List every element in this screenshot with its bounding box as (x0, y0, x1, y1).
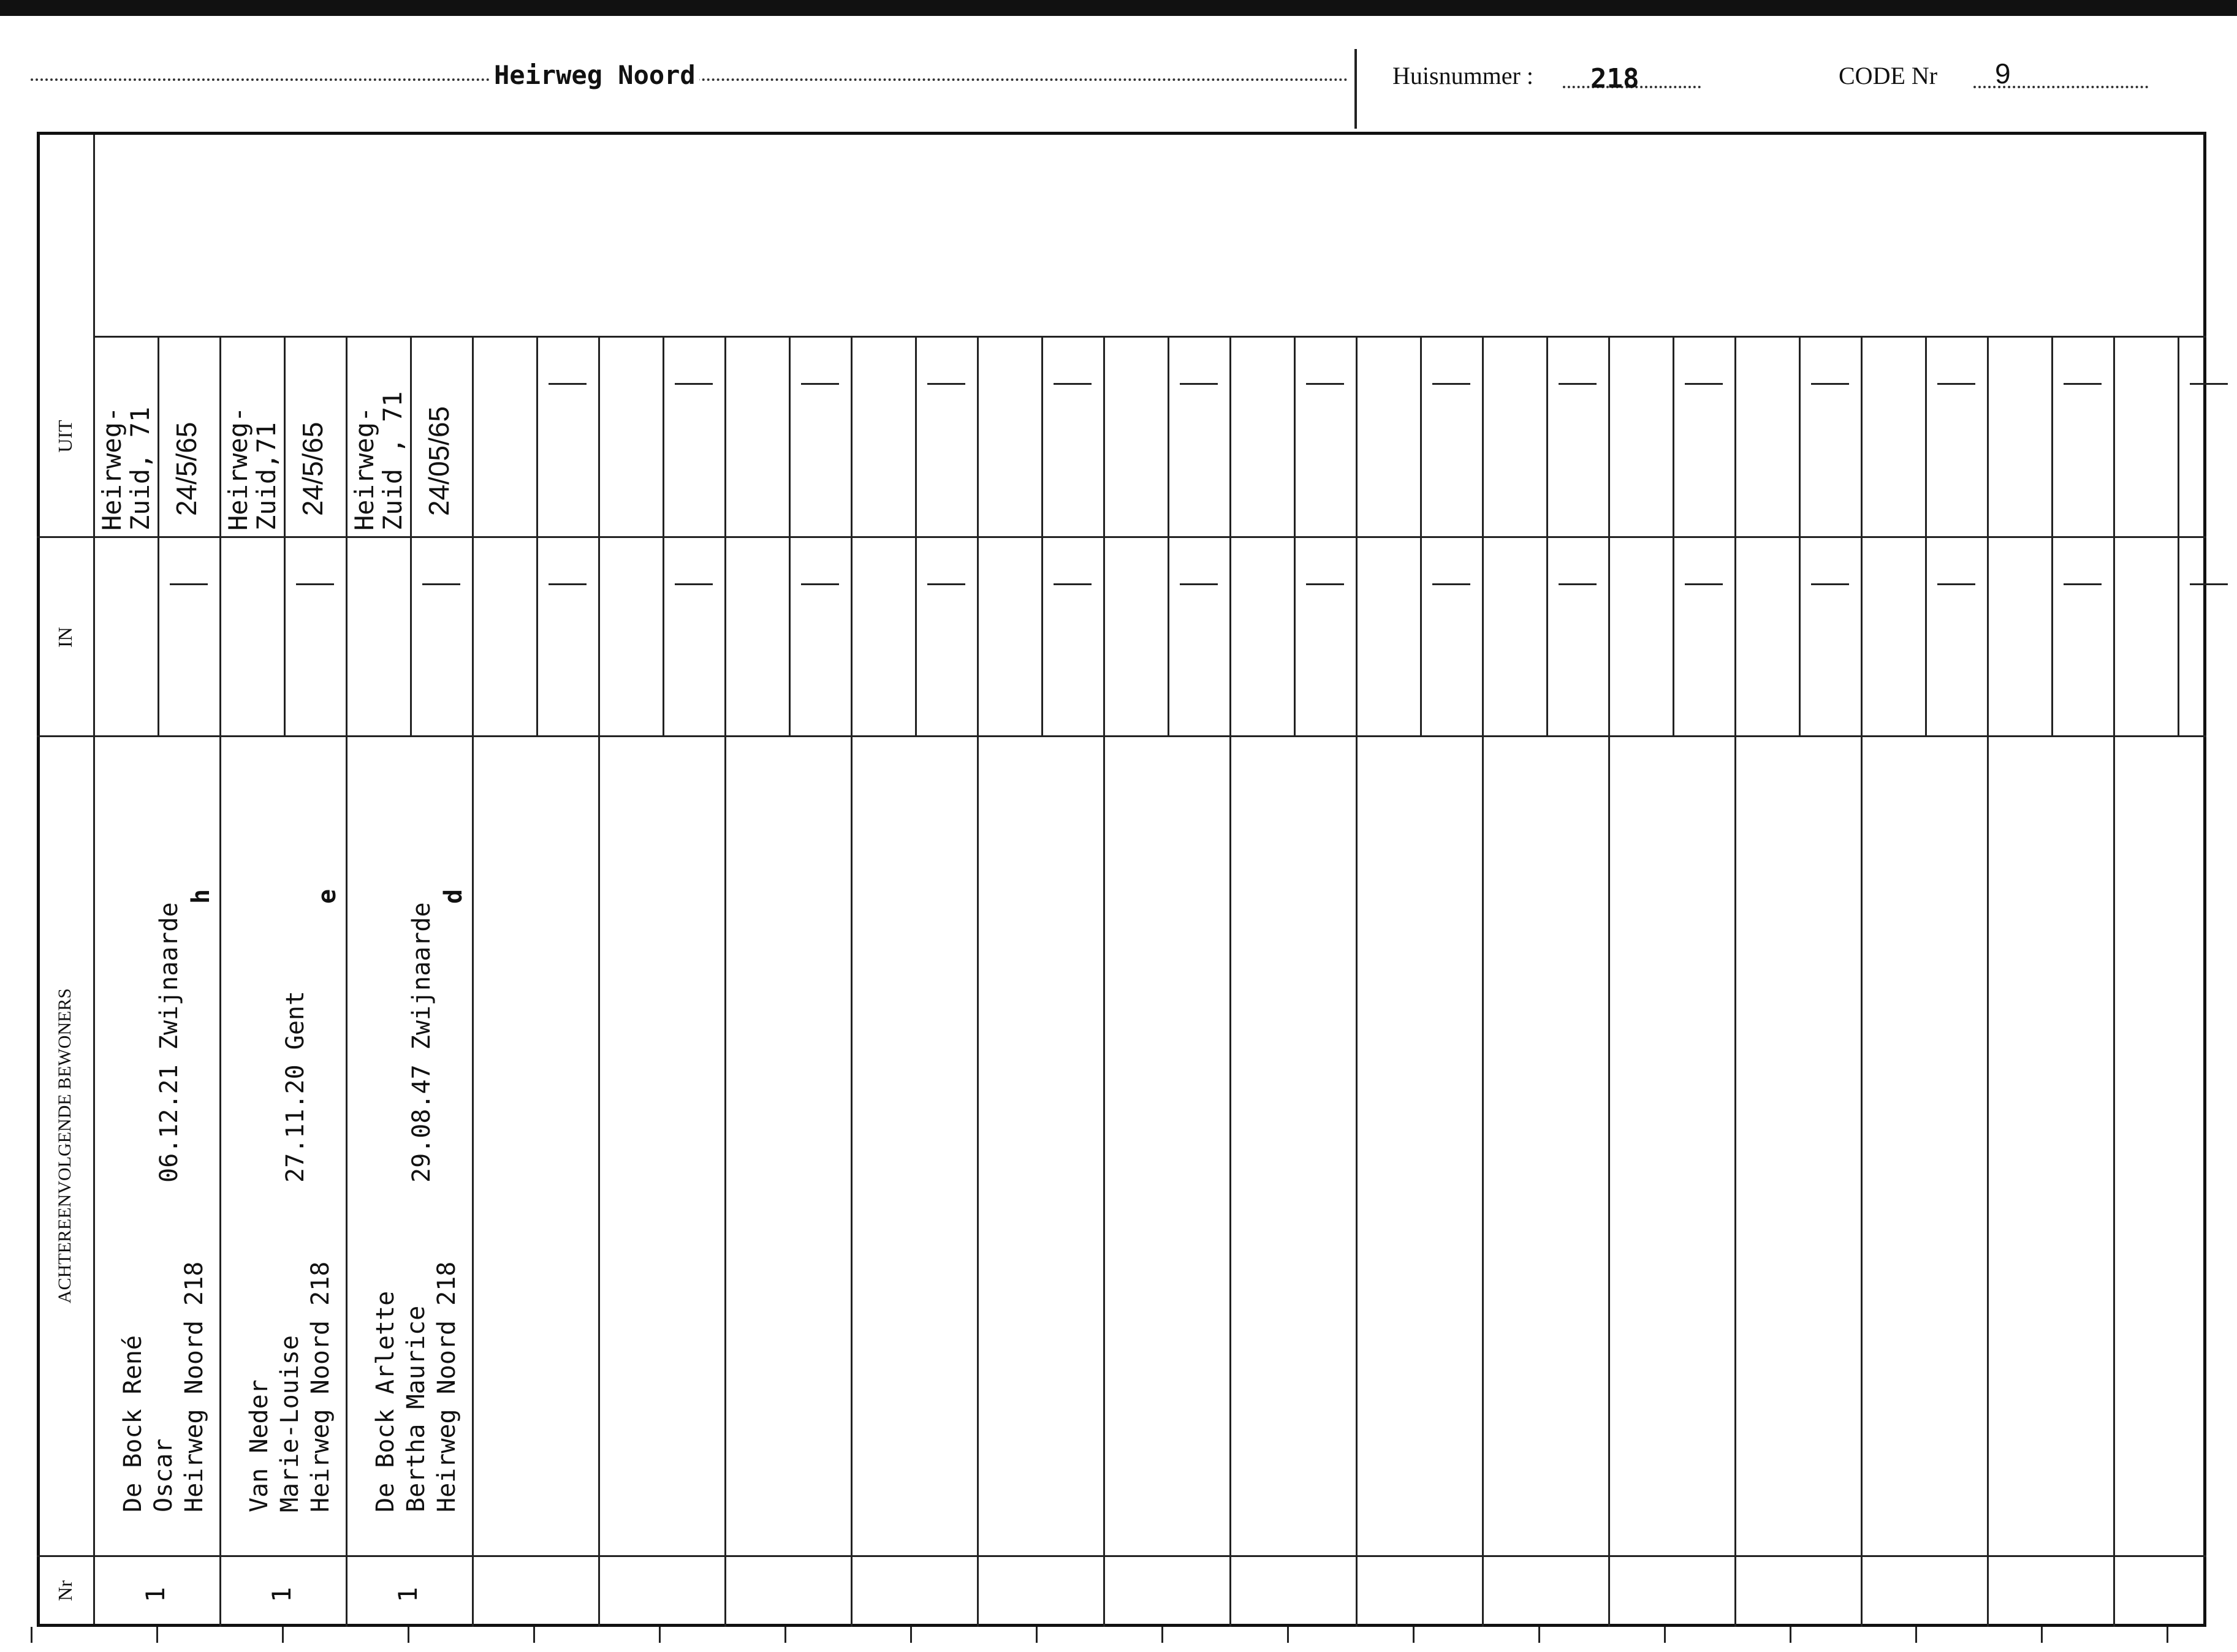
uit-empty-marker (2064, 383, 2102, 385)
in-empty-marker (1811, 583, 1849, 585)
code-value: 9 (1995, 58, 2011, 89)
bottom-tick (1287, 1627, 1289, 1643)
in-empty-marker (1432, 583, 1470, 585)
in-empty-marker (422, 583, 460, 585)
birth-date-place: 27.11.20 Gent (281, 990, 310, 1183)
column-line (1229, 336, 1231, 1627)
row-line (37, 536, 2206, 538)
half-column-line (1799, 336, 1801, 735)
out-date: 24/05/65 (423, 406, 455, 516)
bottom-tick (1413, 1627, 1415, 1643)
bottom-tick (31, 1627, 32, 1643)
in-empty-marker (675, 583, 713, 585)
in-empty-marker (1937, 583, 1975, 585)
column-line (346, 336, 348, 1627)
bottom-tick (659, 1627, 661, 1643)
half-column-line (1546, 336, 1548, 735)
column-line (1103, 336, 1105, 1627)
resident-name-block: Van Neder Marie-Louise Heirweg Noord 218 (245, 1261, 335, 1512)
column-line (1734, 336, 1736, 1627)
bottom-tick (533, 1627, 535, 1643)
row-line (37, 735, 2206, 737)
uit-empty-marker (1559, 383, 1597, 385)
header-separator (1354, 49, 1357, 129)
bottom-tick (784, 1627, 786, 1643)
resident-register-form (37, 132, 2206, 1627)
in-empty-marker (2064, 583, 2102, 585)
column-line (851, 336, 853, 1627)
nr-label: Nr (54, 1580, 76, 1601)
half-column-line (1294, 336, 1296, 735)
bottom-tick (1664, 1627, 1666, 1643)
resident-name-block: De Bock Arlette Bertha Maurice Heirweg Noord 218 (371, 1261, 461, 1512)
half-column-line (2051, 336, 2053, 735)
label-column-line (93, 135, 95, 1624)
in-empty-marker (549, 583, 587, 585)
in-empty-marker (927, 583, 965, 585)
in-empty-marker (296, 583, 334, 585)
half-column-line (1925, 336, 1927, 735)
uit-empty-marker (675, 383, 713, 385)
column-line (1482, 336, 1484, 1627)
uit-empty-marker (1432, 383, 1470, 385)
code-label: CODE Nr (1839, 62, 1938, 89)
uit-empty-marker (927, 383, 965, 385)
bottom-tick (1036, 1627, 1038, 1643)
bottom-tick (2167, 1627, 2168, 1643)
column-line (1861, 336, 1863, 1627)
bottom-tick (2041, 1627, 2043, 1643)
half-column-line (1420, 336, 1422, 735)
bottom-tick (1161, 1627, 1163, 1643)
in-empty-marker (2190, 583, 2228, 585)
bottom-tick (1538, 1627, 1540, 1643)
resident-nr: 1 (267, 1586, 297, 1602)
in-empty-marker (1054, 583, 1092, 585)
in-empty-marker (1180, 583, 1218, 585)
uit-label: UIT (54, 420, 76, 453)
row-line (37, 1555, 2206, 1557)
column-line (1987, 336, 1989, 1627)
column-line (977, 336, 979, 1627)
in-label: IN (54, 627, 76, 648)
status-code: e (313, 889, 341, 904)
uit-empty-marker (1685, 383, 1723, 385)
bottom-scale (0, 1627, 2237, 1643)
column-line (1356, 336, 1358, 1627)
uit-empty-marker (801, 383, 839, 385)
residents-label: ACHTEREENVOLGENDE BEWONERS (55, 988, 75, 1304)
in-empty-marker (170, 583, 208, 585)
status-code: h (187, 889, 215, 904)
half-column-line (158, 336, 159, 735)
half-column-line (915, 336, 917, 735)
half-column-line (410, 336, 412, 735)
uit-empty-marker (1306, 383, 1344, 385)
bottom-tick (156, 1627, 158, 1643)
half-column-line (1673, 336, 1674, 735)
in-empty-marker (1559, 583, 1597, 585)
bottom-tick (1790, 1627, 1791, 1643)
bottom-tick (408, 1627, 409, 1643)
in-empty-marker (1306, 583, 1344, 585)
out-address: Heirweg- Zuid, 71 (97, 406, 155, 531)
column-line (2113, 336, 2115, 1627)
bottom-tick (282, 1627, 284, 1643)
status-code: d (439, 889, 468, 904)
bottom-tick (910, 1627, 912, 1643)
column-line (1608, 336, 1610, 1627)
half-column-line (536, 336, 538, 735)
resident-name-block: De Bock René Oscar Heirweg Noord 218 (119, 1261, 208, 1512)
out-date: 24/5/65 (170, 422, 202, 516)
house-number-label: Huisnummer : (1392, 62, 1533, 89)
birth-date-place: 06.12.21 Zwijnaarde (155, 902, 183, 1183)
column-line (598, 336, 600, 1627)
in-empty-marker (801, 583, 839, 585)
half-column-line (1041, 336, 1043, 735)
resident-nr: 1 (140, 1586, 170, 1602)
uit-empty-marker (1811, 383, 1849, 385)
column-line (472, 336, 474, 1627)
half-column-line (663, 336, 664, 735)
half-column-line (284, 336, 286, 735)
uit-empty-marker (1937, 383, 1975, 385)
out-address: Heirweg- Zuid,71 (223, 406, 281, 531)
in-empty-marker (1685, 583, 1723, 585)
half-column-line (789, 336, 791, 735)
uit-empty-marker (2190, 383, 2228, 385)
column-line (724, 336, 726, 1627)
bottom-tick (1915, 1627, 1917, 1643)
half-column-line (1168, 336, 1169, 735)
uit-empty-marker (1054, 383, 1092, 385)
street-name: Heirweg Noord (490, 60, 699, 90)
out-address: Heirweg- Zuid , 71 (349, 391, 408, 531)
house-number-value: 218 (1590, 63, 1639, 94)
birth-date-place: 29.08.47 Zwijnaarde (408, 902, 436, 1183)
uit-empty-marker (1180, 383, 1218, 385)
half-column-line (2178, 336, 2179, 735)
resident-nr: 1 (393, 1586, 423, 1602)
uit-empty-marker (549, 383, 587, 385)
top-border (0, 0, 2237, 16)
out-date: 24/5/65 (297, 422, 329, 516)
column-line (219, 336, 221, 1627)
